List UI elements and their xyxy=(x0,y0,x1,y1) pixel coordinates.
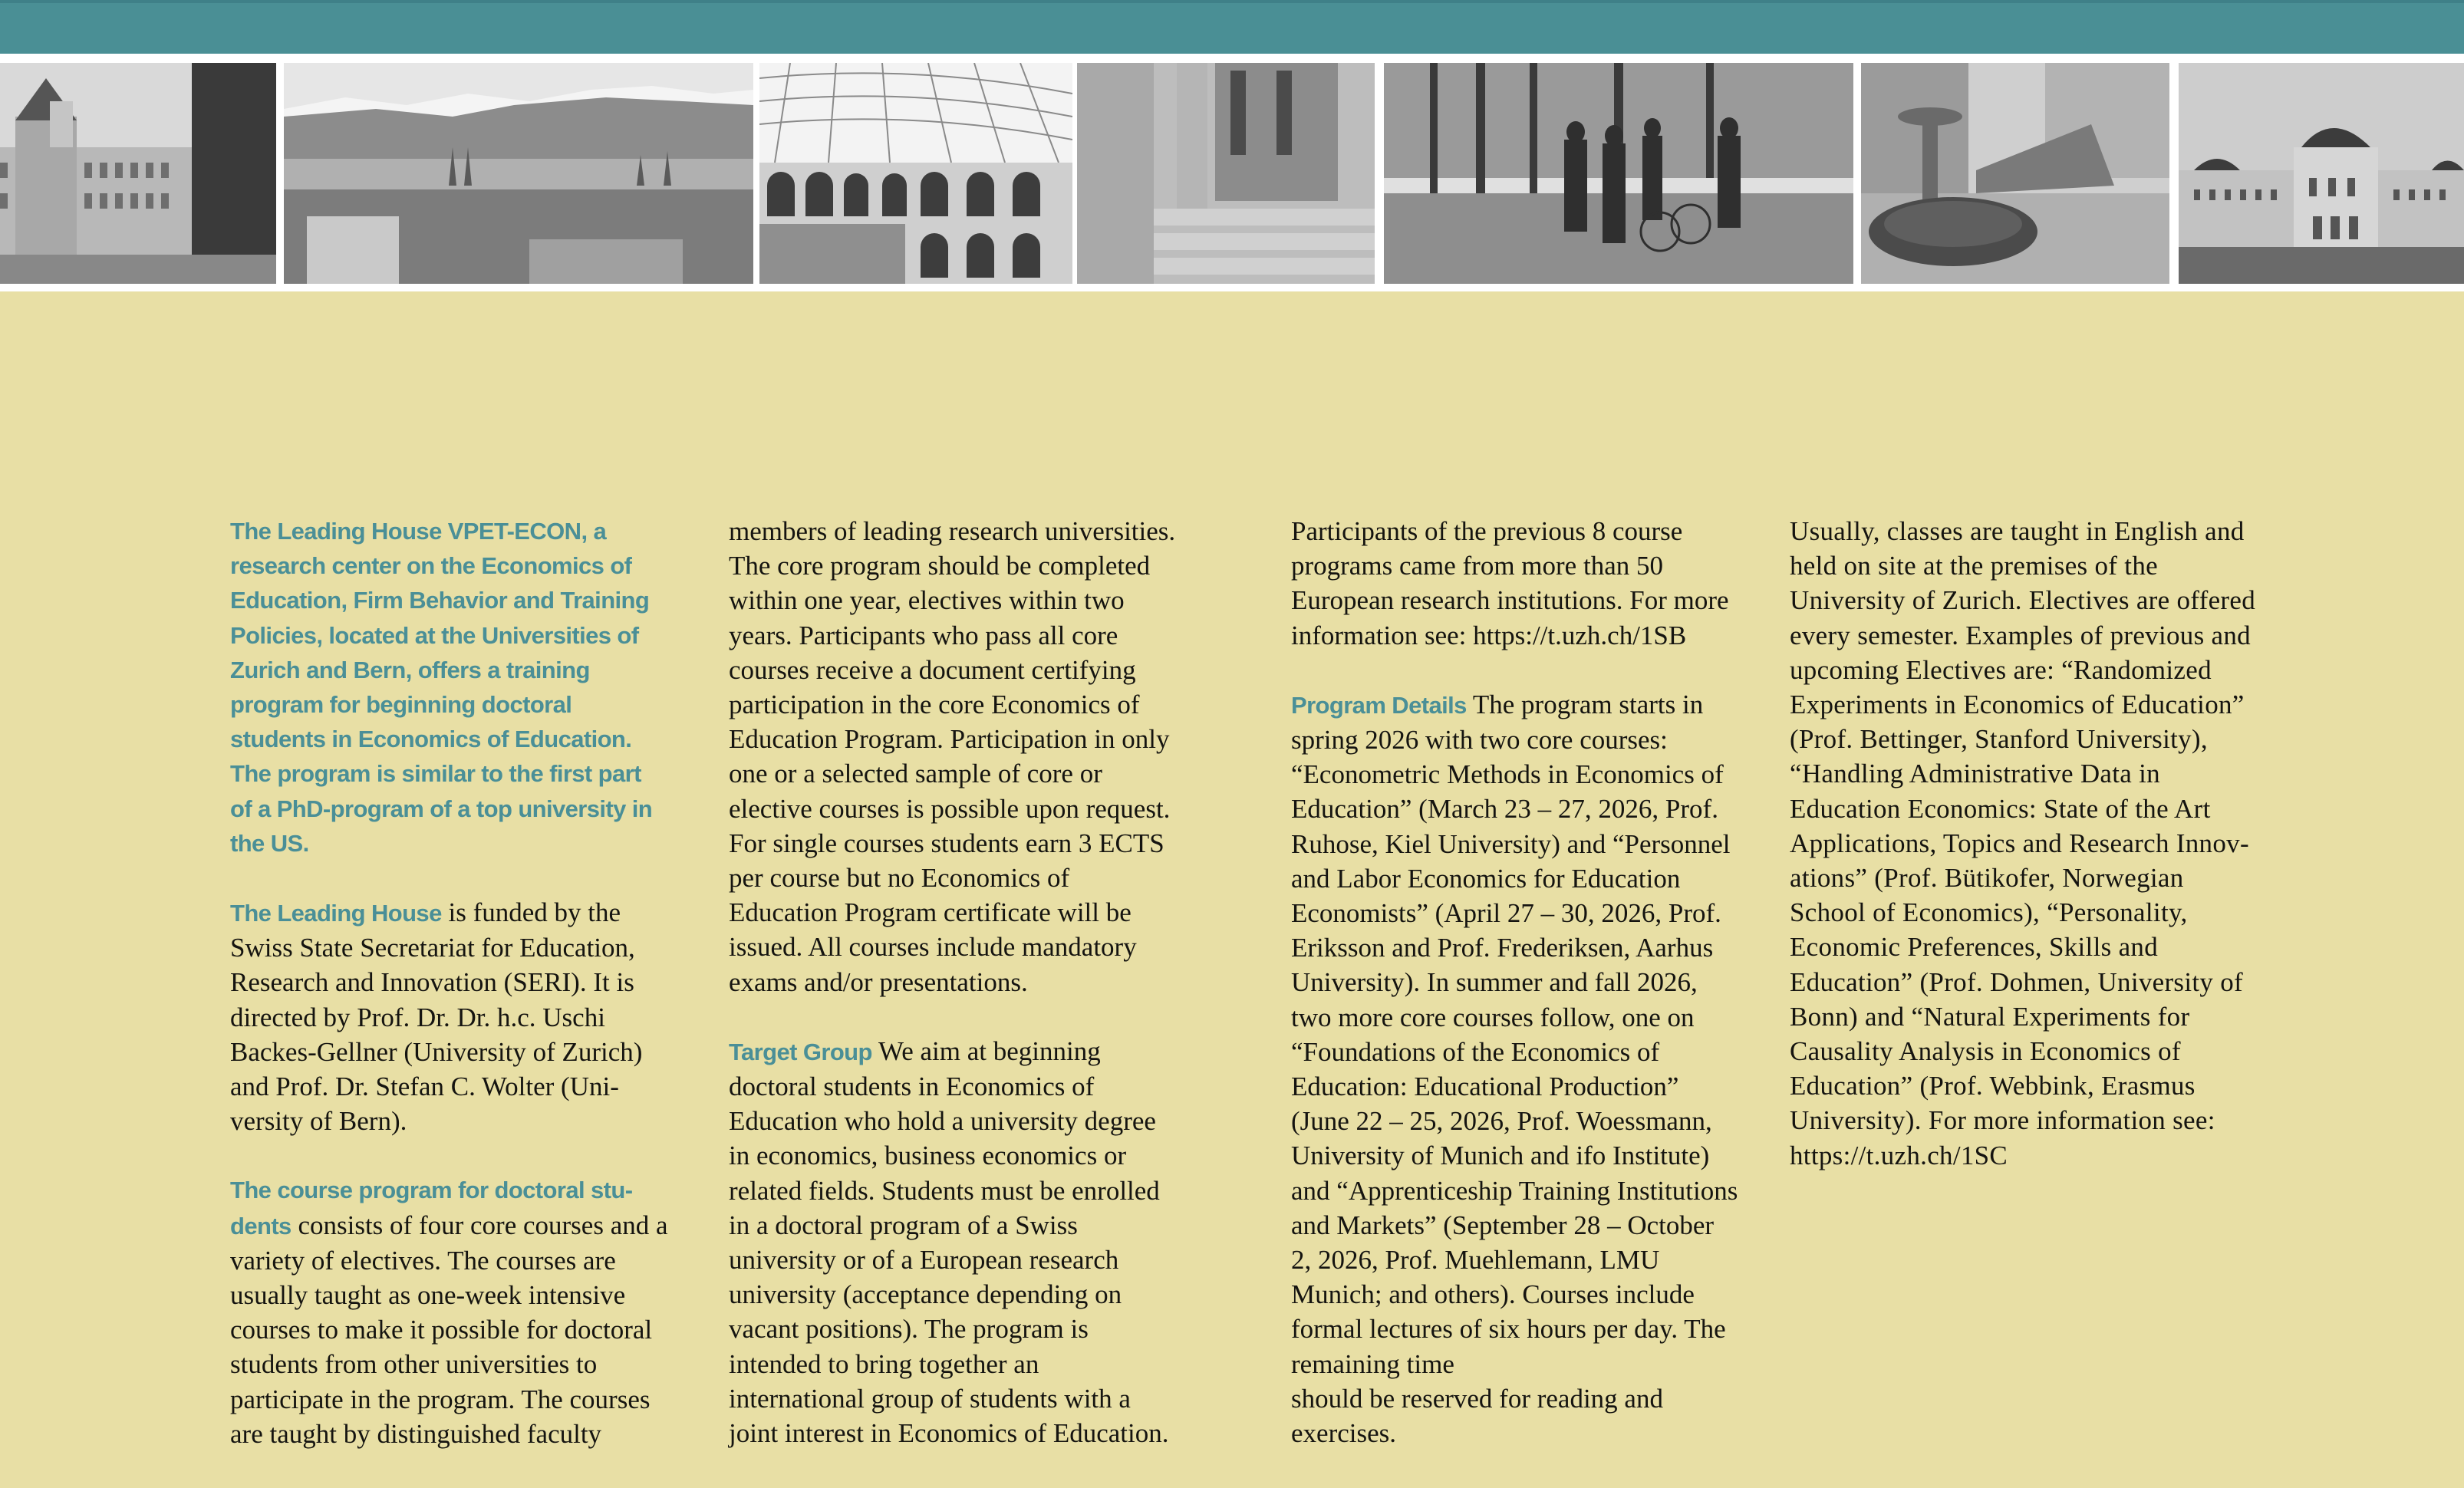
intro-line: Education, Firm Behavior and Training xyxy=(230,587,650,614)
program-details-line: and “Apprenticeship Training Institutions xyxy=(1291,1175,1738,1206)
course-program-line: usually taught as one-week intensive xyxy=(230,1280,626,1311)
participants-line: European research institutions. For more xyxy=(1291,585,1729,616)
electives-line: (Prof. Bettinger, Stanford University), xyxy=(1790,724,2208,755)
course-program-line: participate in the program. The courses xyxy=(230,1384,651,1414)
participants-paragraph xyxy=(1291,514,1767,653)
electives-line: School of Economics), “Personality, xyxy=(1790,897,2188,928)
column-2 xyxy=(729,514,1204,1485)
program-details-line: University). In summer and fall 2026, xyxy=(1291,967,1698,998)
target-group-line: university or of a European research xyxy=(729,1245,1119,1276)
continuation-line: one or a selected sample of core or xyxy=(729,759,1102,789)
program-details-line: 2, 2026, Prof. Muehlemann, LMU xyxy=(1291,1245,1660,1276)
photo-university-zurich-main-building xyxy=(0,63,276,284)
funding-line: versity of Bern). xyxy=(230,1106,407,1137)
course-program-line: are taught by distinguished faculty xyxy=(230,1418,602,1449)
program-details-line: exercises. xyxy=(1291,1418,1397,1449)
program-details-text: The program starts in xyxy=(1466,689,1704,719)
participants-link-line[interactable]: information see: https://t.uzh.ch/1SB xyxy=(1291,620,1687,650)
electives-line: ations” (Prof. Bütikofer, Norwegian xyxy=(1790,863,2184,894)
funding-line: Backes-Gellner (University of Zurich) xyxy=(230,1036,643,1067)
electives-link-line[interactable]: https://t.uzh.ch/1SC xyxy=(1790,1140,2008,1170)
target-group-line: university (acceptance depending on xyxy=(729,1279,1122,1310)
target-group-line: international group of students with a xyxy=(729,1383,1131,1414)
electives-line: upcoming Electives are: “Randomized xyxy=(1790,654,2212,685)
photo-zurich-city-panorama xyxy=(284,63,753,284)
program-details-line: should be reserved for reading and xyxy=(1291,1383,1663,1414)
continuation-line: courses receive a document certifying xyxy=(729,654,1136,685)
program-details-line: spring 2026 with two core courses: xyxy=(1291,725,1668,756)
intro-line: of a PhD-program of a top university in xyxy=(230,795,653,822)
target-group-line: in a doctoral program of a Swiss xyxy=(729,1210,1078,1240)
continuation-line: within one year, electives within two xyxy=(729,585,1125,616)
intro-line: research center on the Economics of xyxy=(230,552,632,580)
program-details-line: remaining time xyxy=(1291,1348,1454,1379)
funding-line: Research and Innovation (SERI). It is xyxy=(230,967,634,998)
intro-line: The Leading House VPET-ECON, a xyxy=(230,518,607,545)
photo-university-bern-main-building xyxy=(2179,63,2464,284)
electives-line: Economic Preferences, Skills and xyxy=(1790,932,2159,963)
electives-paragraph xyxy=(1790,514,2281,1173)
electives-line: Causality Analysis in Economics of xyxy=(1790,1036,2181,1067)
funding-line xyxy=(230,895,706,930)
target-group-line: in economics, business economics or xyxy=(729,1141,1127,1171)
funding-line: directed by Prof. Dr. Dr. h.c. Uschi xyxy=(230,1002,605,1032)
program-details-line: Education” (March 23 – 27, 2026, Prof. xyxy=(1291,794,1718,825)
program-details-lead: Program Details xyxy=(1291,691,1467,719)
electives-line: Applications, Topics and Research Innov- xyxy=(1790,828,2249,858)
photo-strip xyxy=(0,54,2464,291)
photo-entrance-door-steps xyxy=(1077,63,1375,284)
target-group-line: related fields. Students must be enrolled xyxy=(729,1175,1160,1206)
electives-line: Education” (Prof. Dohmen, University of xyxy=(1790,966,2244,997)
continuation-line: Education Program certificate will be xyxy=(729,897,1132,928)
intro-line: students in Economics of Education. xyxy=(230,726,632,753)
program-details-line: Eriksson and Prof. Frederiksen, Aarhus xyxy=(1291,933,1714,963)
electives-line: Education Economics: State of the Art xyxy=(1790,793,2211,824)
target-group-line: joint interest in Economics of Education. xyxy=(729,1418,1169,1449)
electives-line: “Handling Administrative Data in xyxy=(1790,759,2160,789)
continuation-line: exams and/or presentations. xyxy=(729,966,1028,997)
building-photo-icon xyxy=(2179,63,2464,284)
course-program-line: courses to make it possible for doctoral xyxy=(230,1315,653,1345)
program-details-line: “Foundations of the Economics of xyxy=(1291,1036,1660,1067)
continuation-line: members of leading research universities. xyxy=(729,516,1176,546)
program-details-line: “Econometric Methods in Economics of xyxy=(1291,759,1724,790)
electives-line: Usually, classes are taught in English and xyxy=(1790,516,2245,546)
intro-line: Policies, located at the Universities of xyxy=(230,621,639,649)
participants-line: programs came from more than 50 xyxy=(1291,551,1663,581)
target-group-lead: Target Group xyxy=(729,1038,872,1065)
column-3 xyxy=(1291,514,1767,1485)
program-details-line: Ruhose, Kiel University) and “Personnel xyxy=(1291,828,1731,859)
target-group-line xyxy=(729,1034,1204,1069)
course-program-line: variety of electives. The courses are xyxy=(230,1245,616,1276)
fountain-photo-icon xyxy=(1861,63,2169,284)
funding-lead: The Leading House xyxy=(230,900,442,927)
building-photo-icon xyxy=(0,63,276,284)
course-program-paragraph xyxy=(230,1173,706,1451)
intro-line: Zurich and Bern, offers a training xyxy=(230,656,590,683)
target-group-paragraph xyxy=(729,1034,1204,1450)
continuation-line: Education Program. Participation in only xyxy=(729,724,1170,755)
funding-line: and Prof. Dr. Stefan C. Wolter (Uni- xyxy=(230,1072,619,1102)
continuation-line: participation in the core Economics of xyxy=(729,690,1140,720)
door-photo-icon xyxy=(1077,63,1375,284)
header-bar xyxy=(0,0,2464,54)
course-program-lead: dents xyxy=(230,1212,292,1239)
target-group-line: vacant positions). The program is xyxy=(729,1314,1089,1345)
column-4 xyxy=(1790,514,2281,1207)
continuation-line: issued. All courses include mandatory xyxy=(729,932,1137,963)
course-program-line xyxy=(230,1208,706,1243)
continuation-line: years. Participants who pass all core xyxy=(729,620,1118,650)
photo-students-walking-park xyxy=(1384,63,1853,284)
electives-line: Experiments in Economics of Education” xyxy=(1790,690,2245,720)
program-details-line: Munich; and others). Courses include xyxy=(1291,1279,1695,1310)
course-program-line: students from other universities to xyxy=(230,1349,598,1380)
electives-line: University). For more information see: xyxy=(1790,1105,2215,1136)
electives-line: held on site at the premises of the xyxy=(1790,551,2158,581)
program-details-line: Education: Educational Production” xyxy=(1291,1072,1679,1102)
continuation-line: For single courses students earn 3 ECTS xyxy=(729,828,1164,858)
atrium-photo-icon xyxy=(759,63,1072,284)
continuation-line: per course but no Economics of xyxy=(729,863,1070,894)
program-details-paragraph xyxy=(1291,687,1767,1450)
continuation-paragraph xyxy=(729,514,1204,999)
target-group-line: Education who hold a university degree xyxy=(729,1106,1156,1137)
photo-courtyard-fountain xyxy=(1861,63,2169,284)
participants-line: Participants of the previous 8 course xyxy=(1291,516,1683,546)
program-details-line: two more core courses follow, one on xyxy=(1291,1002,1695,1032)
program-details-line xyxy=(1291,687,1767,723)
photo-atrium-glass-roof xyxy=(759,63,1072,284)
program-details-line: and Labor Economics for Education xyxy=(1291,863,1681,894)
program-details-line: Economists” (April 27 – 30, 2026, Prof. xyxy=(1291,898,1721,929)
target-group-line: doctoral students in Economics of xyxy=(729,1072,1095,1102)
target-group-text: We aim at beginning xyxy=(871,1035,1101,1066)
program-details-line: (June 22 – 25, 2026, Prof. Woessmann, xyxy=(1291,1106,1712,1137)
intro-paragraph xyxy=(230,514,706,861)
column-1 xyxy=(230,514,706,1486)
program-details-line: University of Munich and ifo Institute) xyxy=(1291,1141,1710,1171)
program-details-line: and Markets” (September 28 – October xyxy=(1291,1210,1715,1240)
intro-line: The program is similar to the first part xyxy=(230,760,641,788)
intro-line: the US. xyxy=(230,829,309,857)
electives-line: Education” (Prof. Webbink, Erasmus xyxy=(1790,1071,2196,1101)
continuation-line: elective courses is possible upon request. xyxy=(729,793,1171,824)
program-details-line: formal lectures of six hours per day. The xyxy=(1291,1314,1726,1345)
cityscape-photo-icon xyxy=(284,63,753,284)
electives-line: Bonn) and “Natural Experiments for xyxy=(1790,1001,2190,1032)
course-program-lead: The course program for doctoral stu- xyxy=(230,1177,633,1204)
park-photo-icon xyxy=(1384,63,1853,284)
continuation-line: The core program should be completed xyxy=(729,551,1151,581)
intro-line: program for beginning doctoral xyxy=(230,691,572,719)
course-program-text: consists of four core courses and a xyxy=(291,1210,668,1240)
electives-line: every semester. Examples of previous and xyxy=(1790,620,2251,650)
funding-line: Swiss State Secretariat for Education, xyxy=(230,933,635,963)
funding-paragraph xyxy=(230,895,706,1138)
target-group-line: intended to bring together an xyxy=(729,1348,1039,1379)
funding-text: is funded by the xyxy=(441,897,621,928)
electives-line: University of Zurich. Electives are offered xyxy=(1790,585,2256,616)
